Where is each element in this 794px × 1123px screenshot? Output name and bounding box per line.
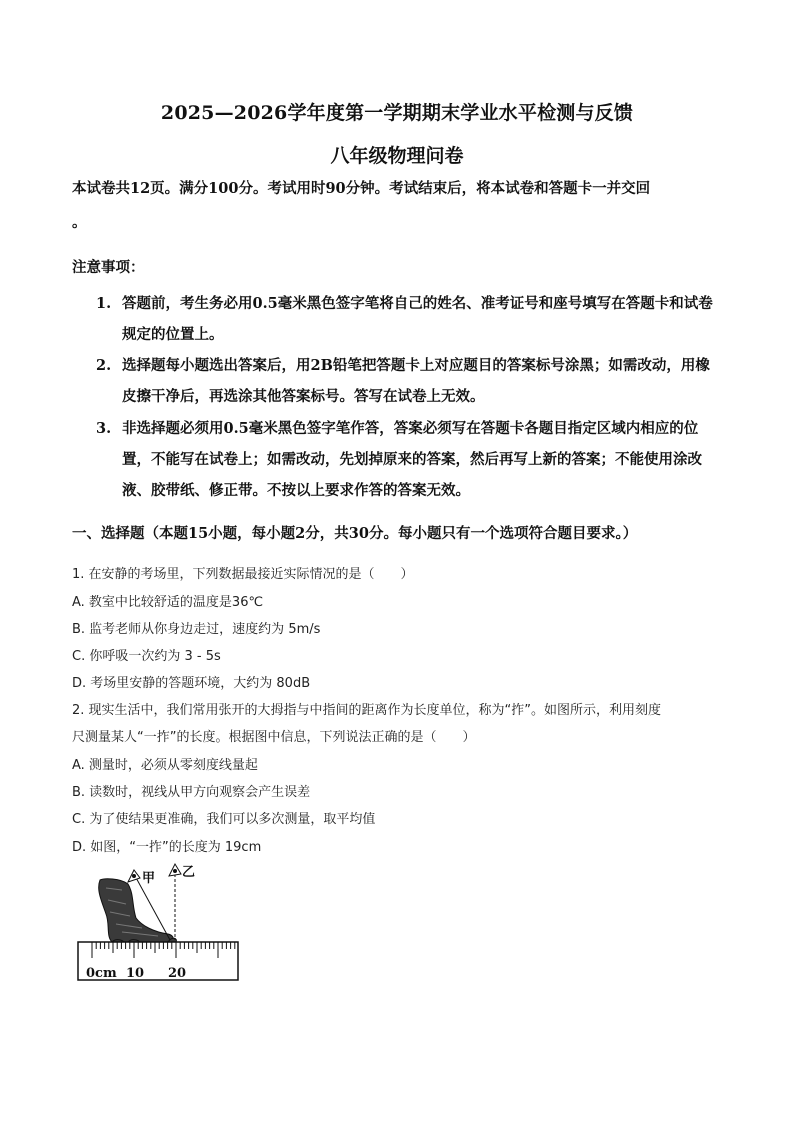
- question-1-option-a: A. 教室中比较舒适的温度是36℃: [72, 595, 264, 610]
- ruler-label-0: 0cm: [86, 966, 117, 981]
- note-text: 非选择题必须用0.5毫米黑色签字笔作答，答案必须写在答题卡各题目指定区域内相应的位置，不能写在试卷上；如需改动，先划掉原来的答案，然后再写上新的答案；不能使用涂改液、胶带纸、修正带。不按以上要求作答的答案无效。: [122, 420, 702, 499]
- question-2-option-b: B. 读数时，视线从甲方向观察会产生误差: [72, 785, 311, 800]
- section-heading: 一、选择题（本题15小题，每小题2分，共30分。每小题只有一个选项符合题目要求。）: [72, 525, 638, 542]
- note-item: [96, 288, 716, 350]
- note-text: 选择题每小题选出答案后，用2B铅笔把答题卡上对应题目的答案标号涂黑；如需改动，用橡皮擦干净后，再选涂其他答案标号。答写在试卷上无效。: [122, 357, 710, 405]
- question-2-option-c: C. 为了使结果更准确，我们可以多次测量，取平均值: [72, 812, 376, 827]
- eye-a-label: 甲: [142, 871, 156, 886]
- intro-line-1: 本试卷共12页。满分100分。考试用时90分钟。考试结束后，将本试卷和答题卡一并交回: [72, 180, 651, 197]
- ruler-label-20: 20: [168, 966, 187, 981]
- note-text: 答题前，考生务必用0.5毫米黑色签字笔将自己的姓名、准考证号和座号填写在答题卡和试卷规定的位置上。: [122, 295, 713, 343]
- question-2-stem-line-1: 2. 现实生活中，我们常用张开的大拇指与中指间的距离作为长度单位，称为“拃”。如图所示，利用刻度: [72, 703, 662, 718]
- eye-b-icon: [169, 864, 181, 876]
- intro-line-2: 。: [72, 214, 87, 231]
- question-1-option-c: C. 你呼吸一次约为 3 - 5s: [72, 649, 221, 664]
- note-item: [96, 413, 716, 506]
- note-item: [96, 350, 716, 412]
- question-1-stem: 1. 在安静的考场里，下列数据最接近实际情况的是（ ）: [72, 567, 414, 582]
- note-number: 3.: [96, 420, 112, 437]
- note-number: 1.: [96, 295, 112, 312]
- question-2-stem-line-2: 尺测量某人“一拃”的长度。根据图中信息，下列说法正确的是（ ）: [72, 730, 476, 745]
- eye-b-label: 乙: [182, 865, 196, 880]
- question-1-option-d: D. 考场里安静的答题环境，大约为 80dB: [72, 676, 311, 691]
- exam-subtitle: 八年级物理问卷: [330, 145, 464, 167]
- question-1-option-b: B. 监考老师从你身边走过，速度约为 5m/s: [72, 622, 321, 637]
- hand-ruler-figure: [72, 860, 252, 990]
- note-number: 2.: [96, 357, 112, 374]
- eye-a-icon: [128, 870, 140, 882]
- exam-title: 2025—2026学年度第一学期期末学业水平检测与反馈: [160, 102, 634, 124]
- notes-heading: 注意事项：: [72, 259, 145, 276]
- question-2-option-d: D. 如图，“一拃”的长度为 19cm: [72, 840, 262, 855]
- question-2-option-a: A. 测量时，必须从零刻度线量起: [72, 758, 258, 773]
- ruler-label-10: 10: [126, 966, 145, 981]
